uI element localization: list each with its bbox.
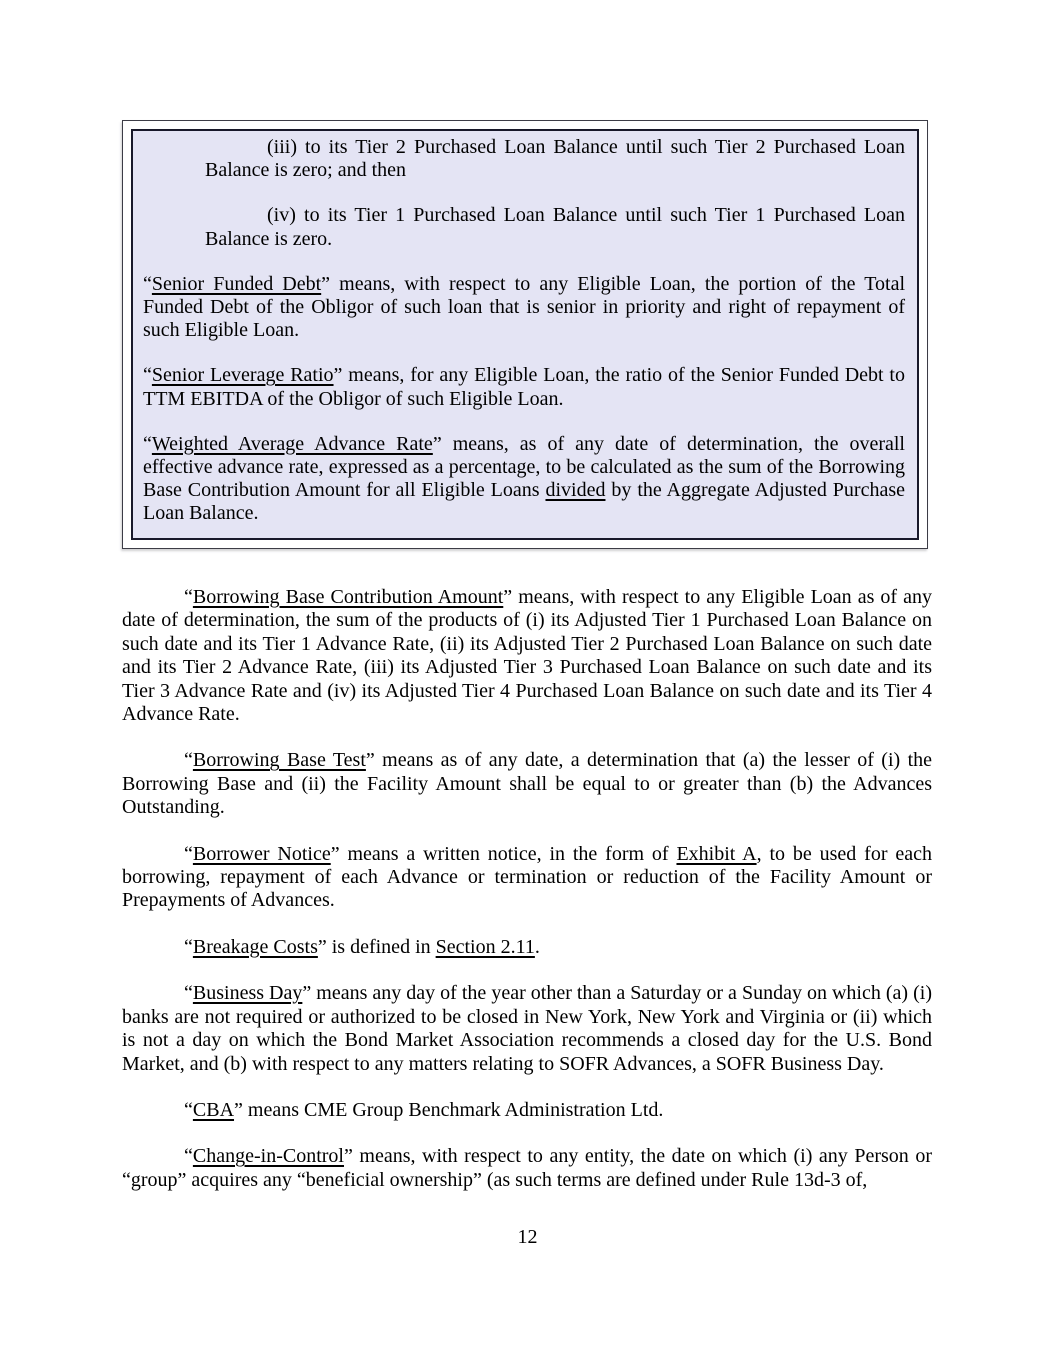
text-run: (iii) to its Tier 2 Purchased Loan Balance until such Tier 2 Purchased Loan Balance is zero; and then: [205, 136, 905, 182]
underlined-term: Business Day: [192, 982, 303, 1005]
text-run: “: [143, 272, 152, 295]
underlined-term: Senior Funded Debt: [151, 272, 322, 295]
definition-paragraph: [122, 982, 932, 1076]
text-run: ” means, for any Eligible Loan, the ratio of the Senior Funded Debt to TTM EBITDA of the Obligor of such Eligible Loan.: [143, 364, 905, 410]
text-run: ” means, with respect to any entity, the date on which (i) any Person or “group” acquires any “beneficial ownership” (as such terms are defined under Rule 13d-3 of,: [122, 1145, 932, 1191]
definition-paragraph: [122, 936, 932, 959]
definition-paragraph: [122, 749, 932, 819]
definition-paragraph: [143, 273, 905, 343]
underlined-term: Borrowing Base Contribution Amount: [192, 586, 504, 608]
text-run: ” means, with respect to any Eligible Loan, the portion of the Total Funded Debt of the Obligor of such loan that is senior in priority and right of repayment of such Eligible Loan.: [143, 272, 905, 342]
definition-paragraph: [122, 586, 932, 726]
definition-paragraph: [122, 843, 932, 913]
definitions-callout-box: [122, 120, 928, 549]
text-run: “: [143, 364, 152, 387]
text-run: “: [184, 842, 193, 865]
definitions-body: [122, 586, 932, 1192]
text-run: “: [184, 1145, 193, 1168]
definition-paragraph: [143, 364, 905, 410]
definition-paragraph: [122, 1099, 932, 1122]
text-run: “: [184, 749, 193, 772]
underlined-term: Change-in-Control: [192, 1145, 344, 1168]
text-run: “: [184, 1098, 193, 1121]
definitions-callout-content: [131, 129, 919, 540]
text-run: “: [184, 982, 193, 1005]
text-run: “: [184, 586, 193, 608]
text-run: ” means, as of any date of determination, the overall effective advance rate, expressed as a percentage, to be calculated as the sum of the Borrowing Base Contribution Amount for all Eligible Loans: [143, 432, 905, 502]
text-run: “: [184, 935, 193, 958]
text-run: (iv) to its Tier 1 Purchased Loan Balance until such Tier 1 Purchased Loan Balance is zero.: [205, 204, 905, 250]
underlined-term: Senior Leverage Ratio: [151, 364, 334, 387]
text-run: ” means, with respect to any Eligible Loan as of any date of determination, the sum of the products of (i) its Adjusted Tier 1 Purchased Loan Balance on such date and its Tier 1 Advance Rate, (ii) its Adjusted Tier 2 Purchased Loan Balance on such date and its Tier 2 Advance Rate, (iii) its Adjusted Tier 3 Purchased Loan Balance on such date and its Tier 3 Advance Rate and (iv) its Adjusted Tier 4 Purchased Loan Balance on such date and its Tier 4 Advance Rate.: [122, 586, 933, 726]
definition-paragraph: [205, 136, 905, 182]
text-run: , to be used for each borrowing, repayment of each Advance or termination or reduction of the Facility Amount or Prepayments of Advances.: [122, 842, 932, 912]
underlined-term: Borrowing Base Test: [192, 749, 366, 772]
page-number: 12: [517, 1226, 538, 1248]
text-run: ” means any day of the year other than a Saturday or a Sunday on which (a) (i) banks are not required or authorized to be closed in New York, New York and Virginia or (ii) which is not a day on which the Bond Market Association recommends a closed day for the U.S. Bond Market, and (b) with respect to any matters relating to SOFR Advances, a SOFR Business Day.: [122, 982, 932, 1075]
definition-paragraph: [143, 433, 905, 526]
underlined-term: CBA: [192, 1098, 235, 1121]
definition-paragraph: [122, 1145, 932, 1192]
underlined-term: divided: [545, 479, 606, 502]
text-run: “: [143, 432, 152, 455]
text-run: ” means a written notice, in the form of: [330, 842, 677, 865]
text-run: ” means CME Group Benchmark Administration Ltd.: [234, 1098, 664, 1121]
underlined-term: Borrower Notice: [192, 842, 331, 865]
text-run: ” is defined in: [317, 935, 436, 958]
text-run: .: [534, 935, 540, 958]
underlined-term: Weighted Average Advance Rate: [151, 432, 433, 455]
underlined-term: Section 2.11: [435, 935, 535, 958]
underlined-term: Breakage Costs: [192, 935, 318, 958]
underlined-term: Exhibit A: [676, 842, 757, 865]
text-run: ” means as of any date, a determination that (a) the lesser of (i) the Borrowing Base and (ii) the Facility Amount shall be equal to or greater than (b) the Advances Outstanding.: [122, 749, 933, 819]
text-run: by the Aggregate Adjusted Purchase Loan Balance.: [143, 479, 905, 525]
definition-paragraph: [205, 204, 905, 250]
